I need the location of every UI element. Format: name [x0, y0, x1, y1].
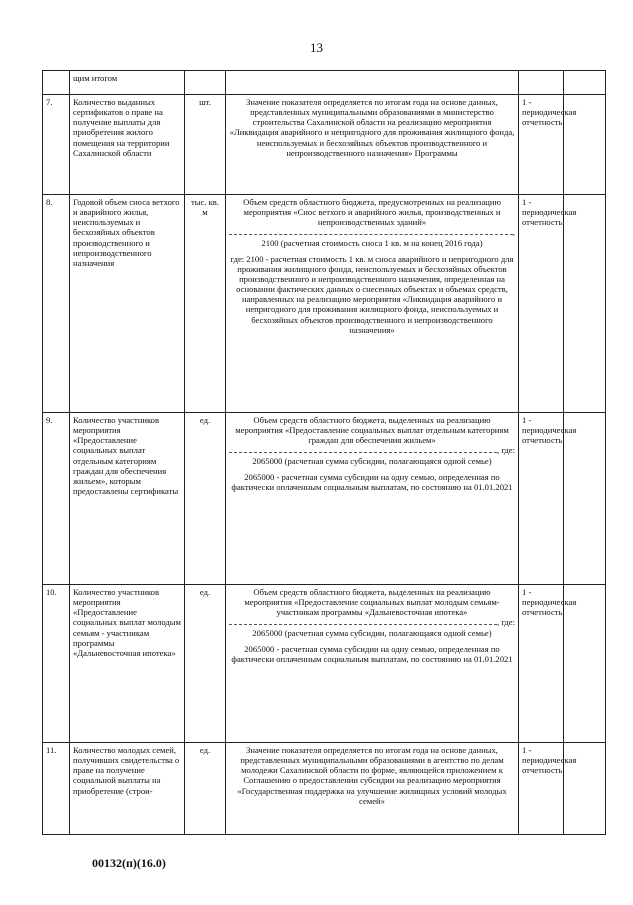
- formula-suffix: ,: [512, 227, 515, 238]
- document-code: 00132(п)(16.0): [92, 856, 166, 870]
- fraction-line: [229, 445, 515, 455]
- indicator-name: Годовой объем сноса ветхого и аварийного жилья, неиспользуемых и бесхозяйных объектов производственного и непроизводственного назначения: [70, 195, 185, 413]
- row-number: 7.: [43, 95, 70, 195]
- formula-explanation: 2065000 - расчетная сумма субсидии на одну семью, определенная по фактически оплаченным социальным выплатам, по состоянию на 01.01.2021: [231, 643, 513, 664]
- fraction-line: [229, 617, 515, 627]
- calculation-method: [226, 413, 519, 585]
- indicator-name: щим итогом: [70, 71, 185, 95]
- unit: ед.: [185, 743, 226, 835]
- table-row: [43, 743, 606, 835]
- calculation-method: Значение показателя определяется по итогам года на основе данных, представленных муниципальными образованиями в министерство строительства Сахалинской области на реализацию мероприятия «Ликвидация аварийного и непригодного для проживания жилищного фонда, неиспользуемых и бесхозяйных объектов производственного и непроизводственного назначения» Программы: [226, 95, 519, 195]
- row-number: 11.: [43, 743, 70, 835]
- reporting-period: 1 - периодическая отчетность: [519, 413, 564, 585]
- reporting-period: 1 - периодическая отчетность: [519, 195, 564, 413]
- calculation-method: [226, 585, 519, 743]
- row-number: 9.: [43, 413, 70, 585]
- formula-explanation: 2065000 - расчетная сумма субсидии на одну семью, определенная по фактически оплаченным социальным выплатам, по состоянию на 01.01.2021: [231, 471, 513, 492]
- table-row: [43, 413, 606, 585]
- formula-denominator: 2065000 (расчетная сумма субсидии, полагающаяся одной семье): [252, 627, 492, 638]
- calculation-method: Значение показателя определяется по итогам года на основе данных, представленных муниципальными образованиями в агентство по делам молодежи Сахалинской области по форме, являющейся приложением к Соглашению о предоставлении субсидии на реализацию мероприятия «Государственная поддержка на улучшение жилищных условий молодых семей»: [226, 743, 519, 835]
- formula-suffix: , где:: [497, 445, 515, 456]
- table-row: [43, 71, 606, 95]
- formula-numerator: Объем средств областного бюджета, выделенных на реализацию мероприятия «Предоставление социальных выплат молодым семьям-участникам программы «Дальневосточная ипотека»: [244, 587, 500, 618]
- reporting-period: 1 - периодическая отчетность: [519, 743, 564, 835]
- row-number: 10.: [43, 585, 70, 743]
- table-row: [43, 95, 606, 195]
- calculation-method: [226, 195, 519, 413]
- table-row: [43, 585, 606, 743]
- formula-numerator: Объем средств областного бюджета, предусмотренных на реализацию мероприятия «Снос ветхого и аварийного жилья, производственных и непроизводственных зданий»: [243, 197, 501, 228]
- indicator-name: Количество участников мероприятия «Предоставление социальных выплат молодым семьям - участникам программы «Дальневосточная ипотека»: [70, 585, 185, 743]
- indicator-name: Количество участников мероприятия «Предоставление социальных выплат отдельным категориям граждан для обеспечения жильем», которым предоставлены сертификаты: [70, 413, 185, 585]
- indicator-name: Количество молодых семей, получивших свидетельства о праве на получение социальной выплаты на приобретение (строи-: [70, 743, 185, 835]
- row-number: 8.: [43, 195, 70, 413]
- reporting-period: 1 - периодическая отчетность: [519, 585, 564, 743]
- formula-denominator: 2100 (расчетная стоимость сноса 1 кв. м на конец 2016 года): [261, 237, 483, 248]
- formula-suffix: , где:: [497, 617, 515, 628]
- unit: тыс. кв. м: [185, 195, 226, 413]
- page-number: 13: [310, 40, 323, 55]
- indicator-name: Количество выданных сертификатов о праве на получение выплаты для приобретения жилого помещения на территории Сахалинской области: [70, 95, 185, 195]
- unit: шт.: [185, 95, 226, 195]
- fraction-line: [229, 227, 515, 237]
- reporting-period: 1 - периодическая отчетность: [519, 95, 564, 195]
- indicators-table: [42, 70, 606, 835]
- unit: ед.: [185, 585, 226, 743]
- formula-denominator: 2065000 (расчетная сумма субсидии, полагающаяся одной семье): [252, 455, 492, 466]
- formula-explanation: где: 2100 - расчетная стоимость 1 кв. м сноса аварийного и непригодного для проживания жилищного фонда, неиспользуемых и бесхозяйных объектов производственного и непроизводственного назначения, определенная на основании фактических данных о снесенных объектах и объемах средств, направленных на реализацию мероприятия «Ликвидация аварийного и непригодного для проживания жилищного фонда, неиспользуемых и бесхозяйных объектов производственного и непроизводственного назначения»: [230, 253, 514, 335]
- formula-numerator: Объем средств областного бюджета, выделенных на реализацию мероприятия «Предоставление социальных выплат отдельным категориям граждан для обеспечения жильем»: [235, 415, 509, 446]
- table-row: [43, 195, 606, 413]
- unit: ед.: [185, 413, 226, 585]
